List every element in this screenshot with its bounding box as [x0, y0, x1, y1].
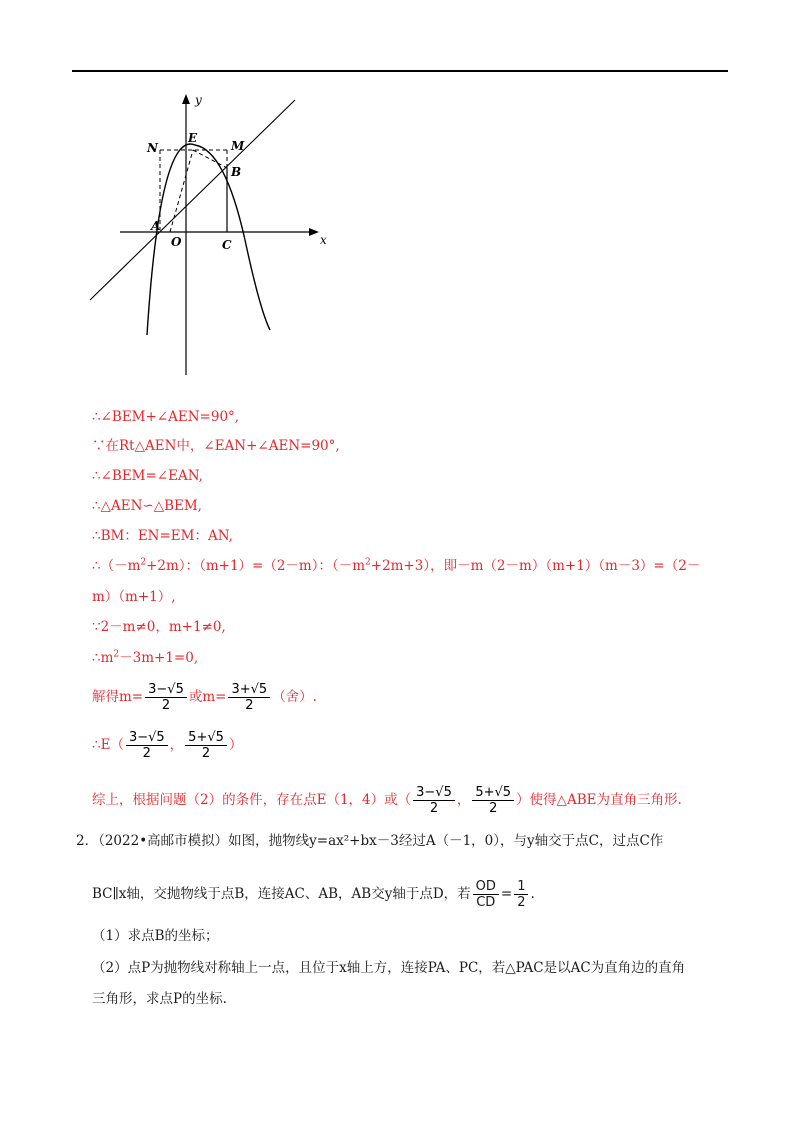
solution-line-3: ∴∠BEM=∠EAN, — [92, 468, 203, 484]
solution-line-11 — [92, 728, 242, 762]
half-den: 2 — [517, 895, 526, 910]
question-2-line-1: （2）点P为抛物线对称轴上一点，且位于x轴上方，连接PA、PC，若△PAC是以AC为直角边的直角 — [92, 960, 686, 976]
solution-line-2: ∵在Rt△AEN中，∠EAN+∠AEN=90°, — [92, 438, 340, 454]
sup-2a: 2 — [140, 557, 147, 568]
fraction-5 — [413, 785, 455, 816]
l12-suffix: ）使得△ABE为直角三角形. — [516, 792, 682, 808]
solution-line-8: ∵2－m≠0，m+1≠0, — [92, 619, 226, 635]
problem-2-line-2 — [92, 876, 535, 912]
l6-part-c: +2m+3），即－m（2－m）（m+1）（m－3）=（2－ — [370, 558, 701, 574]
problem-2-line-1: 2．（2022•高邮市模拟）如图，抛物线y=ax²+bx－3经过A（－1，0），与y轴交于点C，过点C作 — [76, 833, 664, 849]
l9-part-b: －3m+1=0, — [119, 650, 199, 666]
label-x: x — [320, 233, 327, 247]
fraction-6-num: 5+√5 — [472, 785, 514, 801]
l12-comma: ， — [456, 792, 471, 808]
label-a: A — [151, 219, 161, 233]
fraction-3-num: 3−√5 — [126, 730, 168, 746]
l6-part-a: ∴（－m — [92, 558, 141, 574]
geometry-figure — [85, 90, 345, 380]
ratio-od-cd — [473, 879, 499, 910]
label-y: y — [195, 93, 202, 107]
ratio-half — [514, 879, 528, 910]
sup-2b: 2 — [365, 557, 371, 568]
label-o: O — [171, 235, 182, 249]
p2-prefix: BC∥x轴，交抛物线于点B，连接AC、AB，AB交y轴于点D，若 — [92, 886, 471, 902]
half-num: 1 — [514, 879, 528, 895]
l12-prefix: 综上，根据问题（2）的条件，存在点E（1，4）或（ — [92, 792, 412, 808]
fraction-2 — [228, 682, 270, 713]
solution-line-6 — [92, 557, 700, 575]
label-n: N — [147, 141, 158, 155]
parabola — [147, 144, 270, 335]
solution-line-12 — [92, 783, 682, 817]
fraction-5-num: 3−√5 — [413, 785, 455, 801]
fraction-5-den: 2 — [429, 801, 439, 816]
fraction-1-den: 2 — [161, 698, 171, 713]
solution-line-7: m）（m+1）, — [92, 589, 176, 605]
label-c: C — [222, 238, 232, 252]
l10-prefix: 解得m= — [92, 689, 144, 705]
fraction-1-num: 3−√5 — [145, 682, 187, 698]
fraction-1 — [145, 682, 187, 713]
solution-line-9 — [92, 649, 198, 667]
solution-line-4: ∴△AEN∽△BEM, — [92, 498, 202, 514]
fraction-2-num: 3+√5 — [228, 682, 270, 698]
l10-or: 或m= — [188, 689, 227, 705]
ratio-num: OD — [473, 879, 499, 895]
fraction-3 — [126, 730, 168, 761]
fraction-6-den: 2 — [489, 801, 498, 816]
l11-suffix: ） — [228, 737, 243, 753]
l6-part-b: +2m）：（m+1）=（2－m）：（－m — [146, 558, 366, 574]
p2-suffix: . — [530, 886, 535, 902]
l11-prefix: ∴E（ — [92, 737, 124, 753]
solution-line-10 — [92, 680, 317, 714]
line-ab — [90, 100, 295, 300]
fraction-4 — [185, 730, 227, 761]
fraction-4-den: 2 — [201, 746, 211, 761]
question-1: （1）求点B的坐标； — [92, 928, 219, 944]
solution-line-1: ∴∠BEM+∠AEN=90°, — [92, 409, 240, 425]
fraction-2-den: 2 — [245, 698, 254, 713]
label-e: E — [188, 131, 198, 145]
question-2-line-2: 三角形，求点P的坐标. — [92, 991, 227, 1007]
l10-suffix: （舍）. — [272, 689, 317, 705]
l11-comma: ， — [169, 737, 184, 753]
y-axis-arrow — [182, 94, 190, 104]
ratio-den: CD — [476, 895, 496, 910]
fraction-4-num: 5+√5 — [185, 730, 227, 746]
fraction-3-den: 2 — [142, 746, 151, 761]
fraction-6 — [472, 785, 514, 816]
sup-2c: 2 — [113, 649, 120, 660]
label-m: M — [231, 139, 245, 153]
x-axis-arrow — [309, 228, 319, 236]
label-b: B — [231, 165, 242, 179]
p2-eq: = — [500, 886, 513, 902]
top-rule — [72, 70, 728, 72]
l9-part-a: ∴m — [92, 650, 114, 666]
solution-line-5: ∴BM：EN=EM：AN, — [92, 528, 233, 544]
